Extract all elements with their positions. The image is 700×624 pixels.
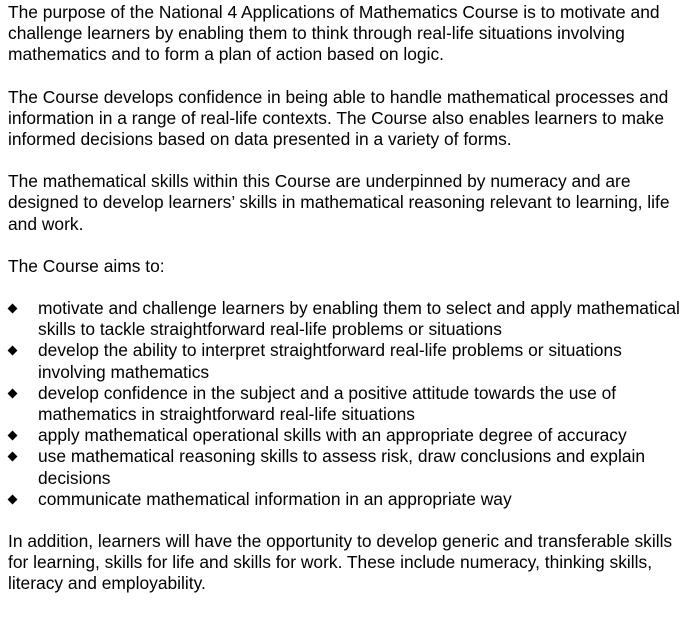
diamond-bullet-icon bbox=[8, 431, 18, 441]
diamond-bullet-icon bbox=[8, 304, 18, 314]
aims-heading: The Course aims to: bbox=[8, 255, 165, 276]
list-item-text: use mathematical reasoning skills to assess risk, draw conclusions and explain decisions bbox=[38, 446, 646, 488]
list-item bbox=[8, 383, 688, 425]
closing-paragraph: In addition, learners will have the opportunity to develop generic and transferable skills for learning, skills for life and skills for work. These include numeracy, thinking skills, literacy and employability. bbox=[8, 531, 673, 594]
list-item bbox=[8, 425, 688, 446]
list-item bbox=[8, 446, 688, 488]
document-body bbox=[8, 2, 688, 616]
list-item-text: develop the ability to interpret straightforward real-life problems or situations involving mathematics bbox=[38, 340, 622, 382]
diamond-bullet-icon bbox=[8, 388, 18, 398]
aims-list bbox=[8, 298, 688, 510]
confidence-paragraph: The Course develops confidence in being able to handle mathematical processes and information in a range of real-life contexts. The Course also enables learners to make informed decisions based on data presented in a variety of forms. bbox=[8, 86, 669, 150]
list-item bbox=[8, 489, 688, 510]
list-item-text: motivate and challenge learners by enabling them to select and apply mathematical skills to tackle straightforward real-life problems or situations bbox=[38, 298, 680, 340]
list-item-text: communicate mathematical information in an appropriate way bbox=[38, 488, 512, 509]
list-item bbox=[8, 340, 688, 382]
diamond-bullet-icon bbox=[8, 452, 18, 462]
list-item-text: apply mathematical operational skills with an appropriate degree of accuracy bbox=[38, 425, 627, 446]
skills-paragraph: The mathematical skills within this Course are underpinned by numeracy and are designed to develop learners’ skills in mathematical reasoning relevant to learning, life and work. bbox=[8, 171, 670, 234]
diamond-bullet-icon bbox=[8, 494, 18, 504]
list-item bbox=[8, 298, 688, 340]
list-item-text: develop confidence in the subject and a positive attitude towards the use of mathematics in straightforward real-life situations bbox=[38, 382, 617, 425]
diamond-bullet-icon bbox=[8, 346, 18, 356]
purpose-paragraph: The purpose of the National 4 Applications of Mathematics Course is to motivate and challenge learners by enabling them to think through real-life situations involving mathematics and to form a plan of action based on logic. bbox=[8, 2, 660, 65]
